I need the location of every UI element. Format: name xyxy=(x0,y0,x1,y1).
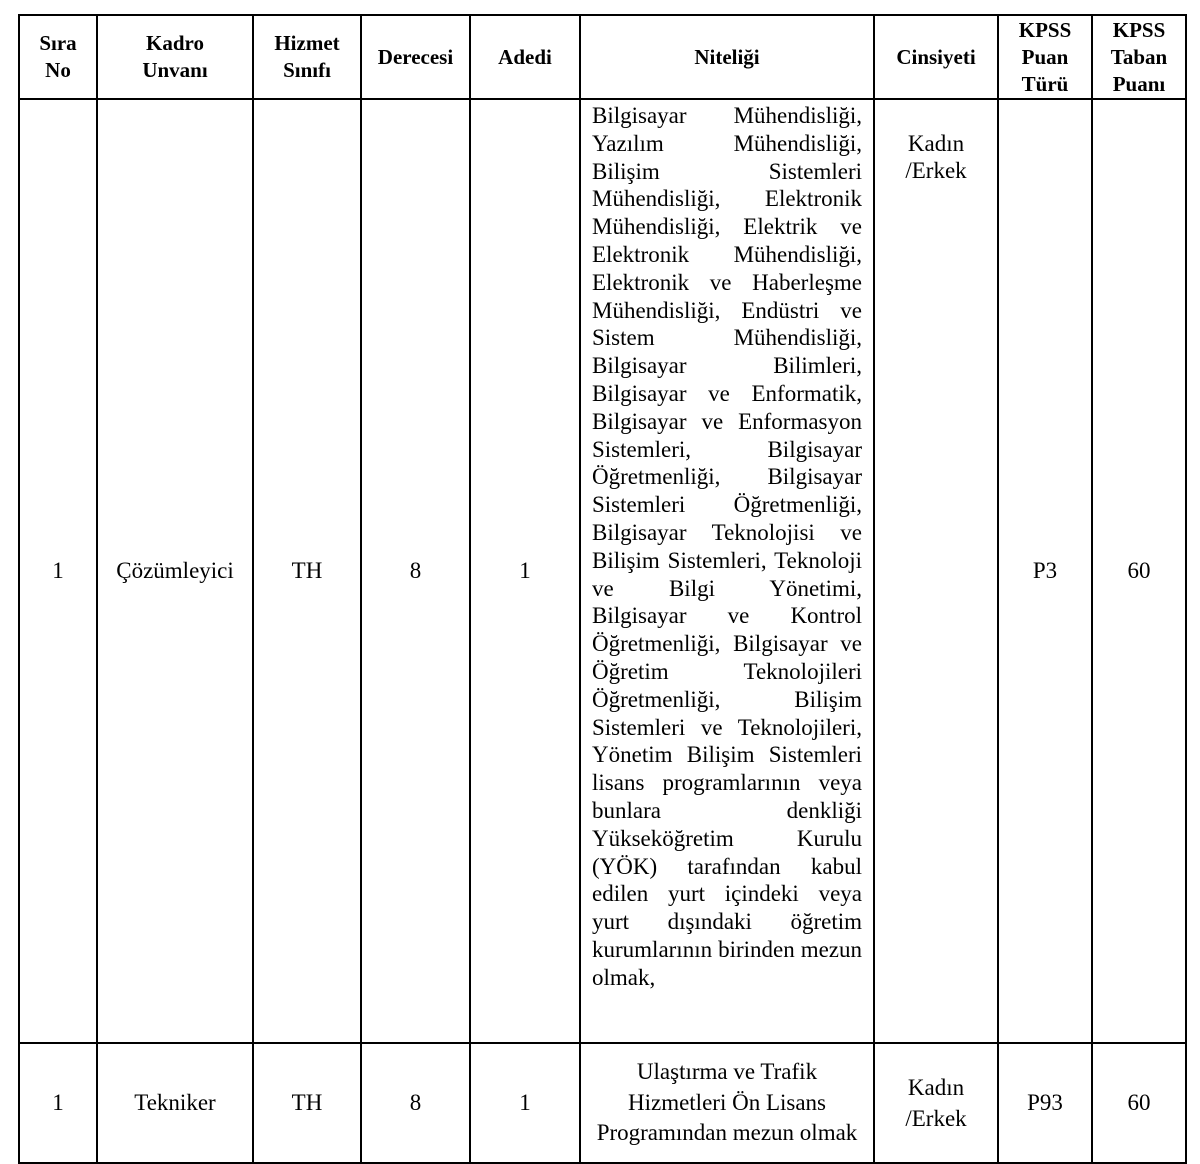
header-derecesi: Derecesi xyxy=(361,15,470,99)
cell-adedi: 1 xyxy=(470,1043,580,1163)
cell-kpss-puan-turu: P93 xyxy=(998,1043,1092,1163)
header-cinsiyeti: Cinsiyeti xyxy=(874,15,998,99)
cell-cinsiyeti: Kadın /Erkek xyxy=(874,1043,998,1163)
table-row xyxy=(19,1043,1186,1163)
cell-derecesi: 8 xyxy=(361,99,470,1043)
cell-niteligi: Ulaştırma ve Trafik Hizmetleri Ön Lisans Programından mezun olmak xyxy=(580,1043,874,1163)
cell-kadro-unvani: Tekniker xyxy=(97,1043,253,1163)
header-kpss-puan-turu: KPSS Puan Türü xyxy=(998,15,1092,99)
cell-kpss-puan-turu: P3 xyxy=(998,99,1092,1043)
header-row xyxy=(19,15,1186,99)
cell-adedi: 1 xyxy=(470,99,580,1043)
cell-kpss-taban-puani: 60 xyxy=(1092,1043,1186,1163)
header-kpss-taban-puani: KPSS Taban Puanı xyxy=(1092,15,1186,99)
cell-sira-no: 1 xyxy=(19,99,97,1043)
header-adedi: Adedi xyxy=(470,15,580,99)
cell-niteligi: Bilgisayar Mühendisliği, Yazılım Mühendisliği, Bilişim Sistemleri Mühendisliği, Elektronik Mühendisliği, Elektrik ve Elektronik Mühendisliği, Elektronik ve Haberleşme Mühendisliği, Endüstri ve Sistem Mühendisliği, Bilgisayar Bilimleri, Bilgisayar ve Enformatik, Bilgisayar ve Enformasyon Sistemleri, Bilgisayar Öğretmenliği, Bilgisayar Sistemleri Öğretmenliği, Bilgisayar Teknolojisi ve Bilişim Sistemleri, Teknoloji ve Bilgi Yönetimi, Bilgisayar ve Kontrol Öğretmenliği, Bilgisayar ve Öğretim Teknolojileri Öğretmenliği, Bilişim Sistemleri ve Teknolojileri, Yönetim Bilişim Sistemleri lisans programlarının veya bunlara denkliği Yükseköğretim Kurulu (YÖK) tarafından kabul edilen yurt içindeki veya yurt dışındaki öğretim kurumlarının birinden mezun olmak, xyxy=(580,99,874,1043)
cell-kpss-taban-puani: 60 xyxy=(1092,99,1186,1043)
cell-derecesi: 8 xyxy=(361,1043,470,1163)
cell-sira-no: 1 xyxy=(19,1043,97,1163)
table-row xyxy=(19,99,1186,1043)
positions-table xyxy=(18,14,1187,1164)
cell-hizmet-sinifi: TH xyxy=(253,99,361,1043)
header-hizmet-sinifi: Hizmet Sınıfı xyxy=(253,15,361,99)
cell-hizmet-sinifi: TH xyxy=(253,1043,361,1163)
cell-kadro-unvani: Çözümleyici xyxy=(97,99,253,1043)
cell-cinsiyeti: Kadın /Erkek xyxy=(874,99,998,1043)
header-niteligi: Niteliği xyxy=(580,15,874,99)
header-sira-no: Sıra No xyxy=(19,15,97,99)
header-kadro-unvani: Kadro Unvanı xyxy=(97,15,253,99)
